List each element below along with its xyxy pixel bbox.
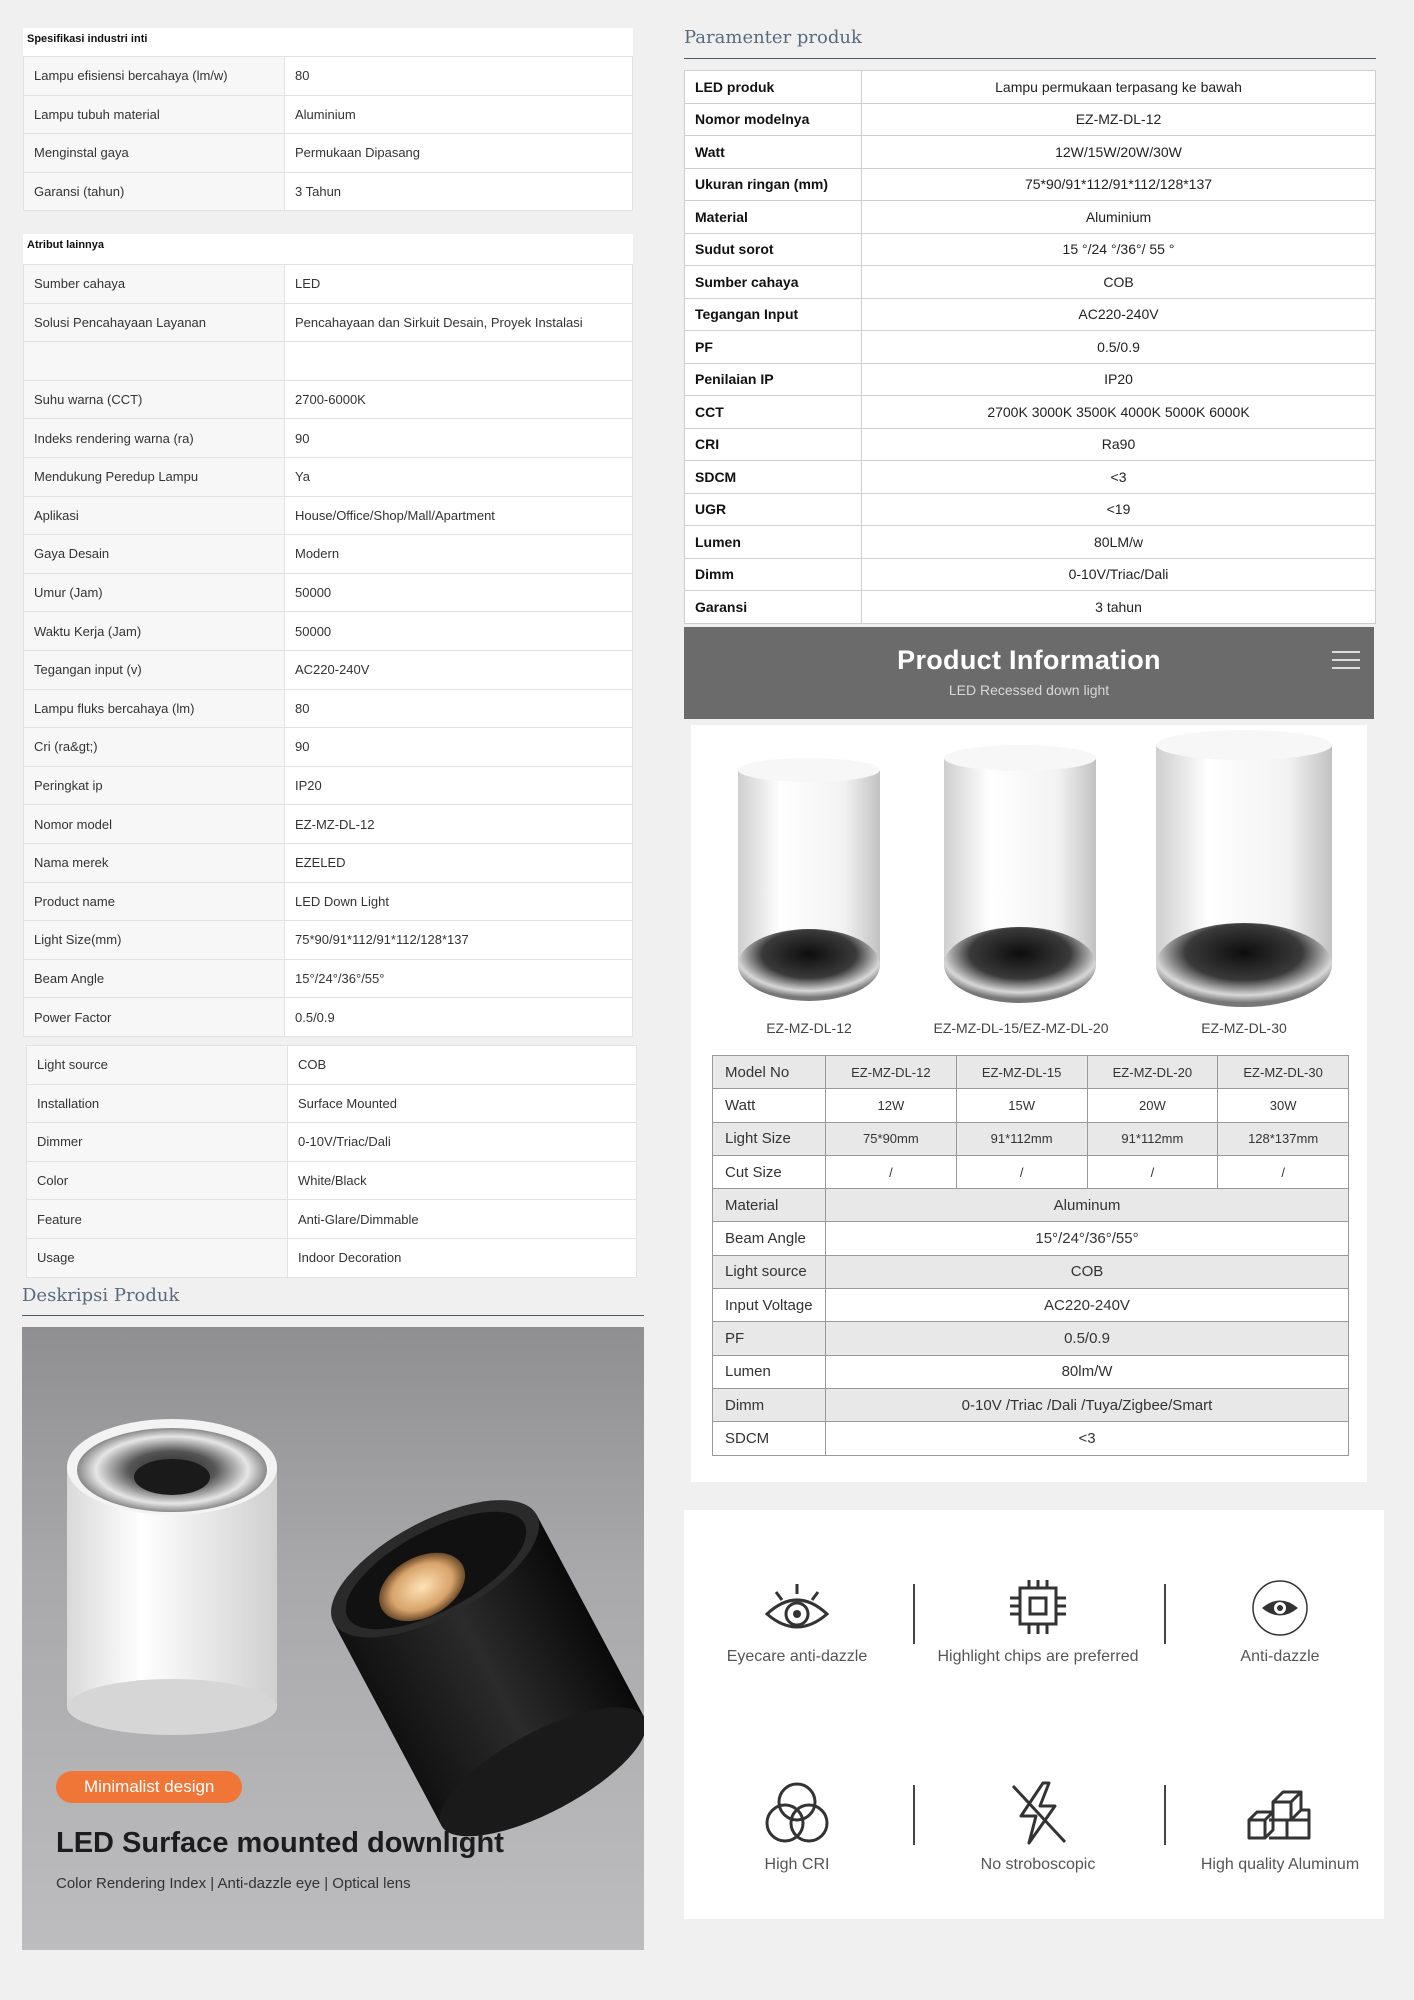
param-row xyxy=(685,493,1376,526)
attr-value: 90 xyxy=(285,728,633,767)
params-panel xyxy=(684,70,1376,624)
attr-row xyxy=(27,1161,637,1200)
param-row xyxy=(685,103,1376,136)
attr-key: Tegangan input (v) xyxy=(24,650,285,689)
attr-row xyxy=(24,573,633,612)
attr-value: Anti-Glare/Dimmable xyxy=(288,1200,637,1239)
merged-row-key: Light source xyxy=(713,1255,826,1288)
overlapping-circles-icon xyxy=(762,1780,832,1846)
attr-row xyxy=(24,998,633,1037)
param-row xyxy=(685,428,1376,461)
model-row-cell: 30W xyxy=(1218,1089,1349,1122)
merged-row-value: 80lm/W xyxy=(826,1355,1349,1388)
param-value: Ra90 xyxy=(862,428,1376,461)
param-key: Material xyxy=(685,201,862,234)
feature-label: No stroboscopic xyxy=(980,1856,1096,1873)
attr-row xyxy=(24,265,633,304)
model-header-key: Model No xyxy=(713,1056,826,1089)
attr-row xyxy=(24,535,633,574)
attr-key: Color xyxy=(27,1161,288,1200)
attr-key: Installation xyxy=(27,1084,288,1123)
menu-icon[interactable] xyxy=(1332,645,1360,675)
param-row xyxy=(685,71,1376,104)
merged-row-key: SDCM xyxy=(713,1422,826,1455)
merged-row xyxy=(713,1422,1349,1455)
attr-key: Sumber cahaya xyxy=(24,265,285,304)
attr-row xyxy=(24,612,633,651)
core-spec-key: Lampu efisiensi bercahaya (lm/w) xyxy=(24,57,285,96)
model-label-1: EZ-MZ-DL-12 xyxy=(766,1020,852,1036)
model-row xyxy=(713,1122,1349,1155)
param-row xyxy=(685,331,1376,364)
param-row xyxy=(685,233,1376,266)
param-value: COB xyxy=(862,266,1376,299)
merged-row-key: Material xyxy=(713,1189,826,1222)
model-comparison-table xyxy=(712,1055,1349,1456)
model-row-cell: 15W xyxy=(956,1089,1087,1122)
attr-key: Mendukung Peredup Lampu xyxy=(24,457,285,496)
merged-row xyxy=(713,1322,1349,1355)
core-specs-table xyxy=(23,56,633,211)
merged-row-key: Input Voltage xyxy=(713,1289,826,1322)
core-spec-key: Garansi (tahun) xyxy=(24,172,285,211)
param-value: AC220-240V xyxy=(862,298,1376,331)
model-row-cell: 20W xyxy=(1087,1089,1218,1122)
attr-value: 15°/24°/36°/55° xyxy=(285,959,633,998)
attr-value: Modern xyxy=(285,535,633,574)
attr-key: Waktu Kerja (Jam) xyxy=(24,612,285,651)
param-value: EZ-MZ-DL-12 xyxy=(862,103,1376,136)
core-spec-value: Permukaan Dipasang xyxy=(285,134,633,173)
param-value: Aluminium xyxy=(862,201,1376,234)
param-key: Tegangan Input xyxy=(685,298,862,331)
model-label-3: EZ-MZ-DL-30 xyxy=(1201,1020,1287,1036)
core-spec-row xyxy=(24,172,633,211)
features-panel xyxy=(684,1510,1384,1919)
param-row xyxy=(685,168,1376,201)
core-spec-value: 3 Tahun xyxy=(285,172,633,211)
param-value: <3 xyxy=(862,461,1376,494)
model-row-cell: / xyxy=(826,1155,957,1188)
model-header-cell: EZ-MZ-DL-12 xyxy=(826,1056,957,1089)
attr-key: Suhu warna (CCT) xyxy=(24,380,285,419)
attr-key: Product name xyxy=(24,882,285,921)
model-header-cell: EZ-MZ-DL-15 xyxy=(956,1056,1087,1089)
model-medium-image xyxy=(944,745,1096,1003)
attr-key: Nomor model xyxy=(24,805,285,844)
attr-value: AC220-240V xyxy=(285,650,633,689)
param-row xyxy=(685,526,1376,559)
attr-value: 90 xyxy=(285,419,633,458)
param-row xyxy=(685,266,1376,299)
feature-label: Anti-dazzle xyxy=(1240,1648,1320,1665)
feature-no-strobe xyxy=(928,1780,1148,1874)
merged-row xyxy=(713,1255,1349,1288)
model-row-key: Watt xyxy=(713,1089,826,1122)
attr-row xyxy=(24,303,633,342)
attr-key: Feature xyxy=(27,1200,288,1239)
attr-value: Indoor Decoration xyxy=(288,1238,637,1277)
param-value: 0-10V/Triac/Dali xyxy=(862,558,1376,591)
merged-row-key: PF xyxy=(713,1322,826,1355)
model-comparison-panel xyxy=(712,1055,1349,1456)
attr-row xyxy=(24,342,633,381)
params-heading: Paramenter produk xyxy=(684,25,1376,59)
param-key: Watt xyxy=(685,136,862,169)
core-spec-key: Menginstal gaya xyxy=(24,134,285,173)
param-key: SDCM xyxy=(685,461,862,494)
attr-row xyxy=(24,650,633,689)
feature-label: Highlight chips are preferred xyxy=(937,1648,1139,1665)
model-row-cell: 12W xyxy=(826,1089,957,1122)
attr-value xyxy=(285,342,633,381)
photo-subtitle: Color Rendering Index | Anti-dazzle eye | Optical lens xyxy=(56,1875,411,1892)
attr-value: 2700-6000K xyxy=(285,380,633,419)
extra-attrs-panel xyxy=(26,1045,637,1278)
param-key: Garansi xyxy=(685,591,862,624)
param-value: 3 tahun xyxy=(862,591,1376,624)
attr-row xyxy=(27,1123,637,1162)
feature-divider xyxy=(913,1785,915,1845)
product-info-title: Product Information xyxy=(897,645,1161,675)
model-label-2: EZ-MZ-DL-15/EZ-MZ-DL-20 xyxy=(933,1020,1109,1036)
merged-row-value: Aluminum xyxy=(826,1189,1349,1222)
merged-row-value: <3 xyxy=(826,1422,1349,1455)
product-info-body xyxy=(691,725,1367,1482)
merged-row-key: Lumen xyxy=(713,1355,826,1388)
attr-key xyxy=(24,342,285,381)
merged-row-value: 0.5/0.9 xyxy=(826,1322,1349,1355)
attr-row xyxy=(27,1084,637,1123)
attr-row xyxy=(24,805,633,844)
feature-eyecare xyxy=(687,1578,907,1666)
feature-divider xyxy=(1164,1785,1166,1845)
attr-value: 0.5/0.9 xyxy=(285,998,633,1037)
attr-value: 50000 xyxy=(285,612,633,651)
feature-label: High CRI xyxy=(764,1856,830,1873)
model-small-image xyxy=(738,758,880,1001)
param-row xyxy=(685,136,1376,169)
param-row xyxy=(685,558,1376,591)
attr-row xyxy=(24,728,633,767)
eye-lashes-icon xyxy=(762,1578,832,1638)
core-spec-row xyxy=(24,134,633,173)
attr-key: Solusi Pencahayaan Layanan xyxy=(24,303,285,342)
feature-divider xyxy=(1164,1584,1166,1644)
attr-row xyxy=(24,419,633,458)
merged-row-value: 15°/24°/36°/55° xyxy=(826,1222,1349,1255)
attr-value: EZ-MZ-DL-12 xyxy=(285,805,633,844)
param-key: UGR xyxy=(685,493,862,526)
merged-row-value: AC220-240V xyxy=(826,1289,1349,1322)
feature-label: Eyecare anti-dazzle xyxy=(726,1648,868,1665)
attr-row xyxy=(27,1238,637,1277)
param-key: Sudut sorot xyxy=(685,233,862,266)
model-large-image xyxy=(1156,730,1332,1007)
attr-key: Peringkat ip xyxy=(24,766,285,805)
model-header-cell: EZ-MZ-DL-20 xyxy=(1087,1056,1218,1089)
param-key: Sumber cahaya xyxy=(685,266,862,299)
model-row-key: Cut Size xyxy=(713,1155,826,1188)
attr-row xyxy=(24,689,633,728)
core-specs-panel xyxy=(23,28,633,211)
other-attrs-title: Atribut lainnya xyxy=(27,239,105,251)
param-row xyxy=(685,363,1376,396)
attr-key: Gaya Desain xyxy=(24,535,285,574)
merged-row xyxy=(713,1189,1349,1222)
param-value: 80LM/w xyxy=(862,526,1376,559)
model-row-cell: 128*137mm xyxy=(1218,1122,1349,1155)
feature-high-cri xyxy=(687,1780,907,1874)
feature-aluminum xyxy=(1170,1780,1390,1874)
attr-row xyxy=(24,921,633,960)
product-info-subtitle: LED Recessed down light xyxy=(948,682,1110,698)
attr-value: Pencahayaan dan Sirkuit Desain, Proyek Instalasi xyxy=(285,303,633,342)
attr-row xyxy=(24,380,633,419)
model-row-cell: 75*90mm xyxy=(826,1122,957,1155)
attr-value: 0-10V/Triac/Dali xyxy=(288,1123,637,1162)
feature-label: High quality Aluminum xyxy=(1200,1856,1360,1873)
merged-row-key: Beam Angle xyxy=(713,1222,826,1255)
model-row-cell: 91*112mm xyxy=(1087,1122,1218,1155)
attr-value: White/Black xyxy=(288,1161,637,1200)
chip-icon xyxy=(1003,1578,1073,1638)
attr-value: 75*90/91*112/91*112/128*137 xyxy=(285,921,633,960)
model-header-row xyxy=(713,1056,1349,1089)
product-info-header xyxy=(684,627,1374,719)
param-key: Penilaian IP xyxy=(685,363,862,396)
attr-key: Nama merek xyxy=(24,843,285,882)
attr-value: IP20 xyxy=(285,766,633,805)
merged-row xyxy=(713,1289,1349,1322)
attr-value: LED xyxy=(285,265,633,304)
param-key: Lumen xyxy=(685,526,862,559)
downlight-models-illustration xyxy=(691,725,1367,1025)
param-row xyxy=(685,298,1376,331)
model-row-key: Light Size xyxy=(713,1122,826,1155)
attr-value: COB xyxy=(288,1046,637,1085)
attr-value: Surface Mounted xyxy=(288,1084,637,1123)
param-key: CRI xyxy=(685,428,862,461)
param-value: 0.5/0.9 xyxy=(862,331,1376,364)
feature-divider xyxy=(913,1584,915,1644)
attr-value: LED Down Light xyxy=(285,882,633,921)
model-row xyxy=(713,1155,1349,1188)
param-value: 15 °/24 °/36°/ 55 ° xyxy=(862,233,1376,266)
merged-row xyxy=(713,1355,1349,1388)
attr-row xyxy=(27,1200,637,1239)
merged-row-key: Dimm xyxy=(713,1388,826,1421)
params-table xyxy=(684,70,1376,624)
param-row xyxy=(685,201,1376,234)
attr-row xyxy=(24,843,633,882)
param-value: <19 xyxy=(862,493,1376,526)
model-row xyxy=(713,1089,1349,1122)
core-spec-key: Lampu tubuh material xyxy=(24,95,285,134)
core-spec-value: Aluminium xyxy=(285,95,633,134)
param-value: IP20 xyxy=(862,363,1376,396)
eye-circle-icon xyxy=(1240,1578,1320,1638)
merged-row-value: COB xyxy=(826,1255,1349,1288)
design-badge: Minimalist design xyxy=(56,1771,242,1803)
attr-value: Ya xyxy=(285,457,633,496)
model-row-cell: / xyxy=(1087,1155,1218,1188)
param-key: PF xyxy=(685,331,862,364)
attr-key: Light source xyxy=(27,1046,288,1085)
attr-key: Beam Angle xyxy=(24,959,285,998)
attr-value: 80 xyxy=(285,689,633,728)
core-spec-row xyxy=(24,57,633,96)
attr-key: Lampu fluks bercahaya (lm) xyxy=(24,689,285,728)
merged-row xyxy=(713,1388,1349,1421)
attr-value: EZELED xyxy=(285,843,633,882)
param-value: 75*90/91*112/91*112/128*137 xyxy=(862,168,1376,201)
photo-title: LED Surface mounted downlight xyxy=(56,1827,504,1859)
other-attrs-table xyxy=(23,264,633,1037)
description-heading: Deskripsi Produk xyxy=(22,1283,644,1316)
merged-row xyxy=(713,1222,1349,1255)
attr-key: Dimmer xyxy=(27,1123,288,1162)
feature-chips xyxy=(928,1578,1148,1666)
attr-row xyxy=(27,1046,637,1085)
param-key: Dimm xyxy=(685,558,862,591)
model-row-cell: / xyxy=(1218,1155,1349,1188)
core-spec-value: 80 xyxy=(285,57,633,96)
product-photo xyxy=(22,1327,644,1950)
attr-row xyxy=(24,766,633,805)
param-row xyxy=(685,396,1376,429)
attr-key: Umur (Jam) xyxy=(24,573,285,612)
param-key: Ukuran ringan (mm) xyxy=(685,168,862,201)
param-value: 2700K 3000K 3500K 4000K 5000K 6000K xyxy=(862,396,1376,429)
model-row-cell: / xyxy=(956,1155,1087,1188)
other-attrs-panel xyxy=(23,234,633,1037)
cubes-icon xyxy=(1243,1780,1317,1846)
feature-anti-dazzle xyxy=(1170,1578,1390,1666)
attr-key: Indeks rendering warna (ra) xyxy=(24,419,285,458)
param-row xyxy=(685,461,1376,494)
attr-row xyxy=(24,959,633,998)
attr-value: House/Office/Shop/Mall/Apartment xyxy=(285,496,633,535)
attr-row xyxy=(24,882,633,921)
param-key: CCT xyxy=(685,396,862,429)
attr-key: Usage xyxy=(27,1238,288,1277)
attr-key: Aplikasi xyxy=(24,496,285,535)
attr-row xyxy=(24,496,633,535)
attr-row xyxy=(24,457,633,496)
attr-value: 50000 xyxy=(285,573,633,612)
extra-attrs-table xyxy=(26,1045,637,1278)
attr-key: Power Factor xyxy=(24,998,285,1037)
param-value: Lampu permukaan terpasang ke bawah xyxy=(862,71,1376,104)
attr-key: Light Size(mm) xyxy=(24,921,285,960)
model-header-cell: EZ-MZ-DL-30 xyxy=(1218,1056,1349,1089)
param-row xyxy=(685,591,1376,624)
param-key: Nomor modelnya xyxy=(685,103,862,136)
core-spec-row xyxy=(24,95,633,134)
param-value: 12W/15W/20W/30W xyxy=(862,136,1376,169)
model-row-cell: 91*112mm xyxy=(956,1122,1087,1155)
merged-row-value: 0-10V /Triac /Dali /Tuya/Zigbee/Smart xyxy=(826,1388,1349,1421)
param-key: LED produk xyxy=(685,71,862,104)
core-specs-title: Spesifikasi industri inti xyxy=(27,33,148,45)
attr-key: Cri (ra&gt;) xyxy=(24,728,285,767)
no-flash-icon xyxy=(1003,1780,1073,1846)
